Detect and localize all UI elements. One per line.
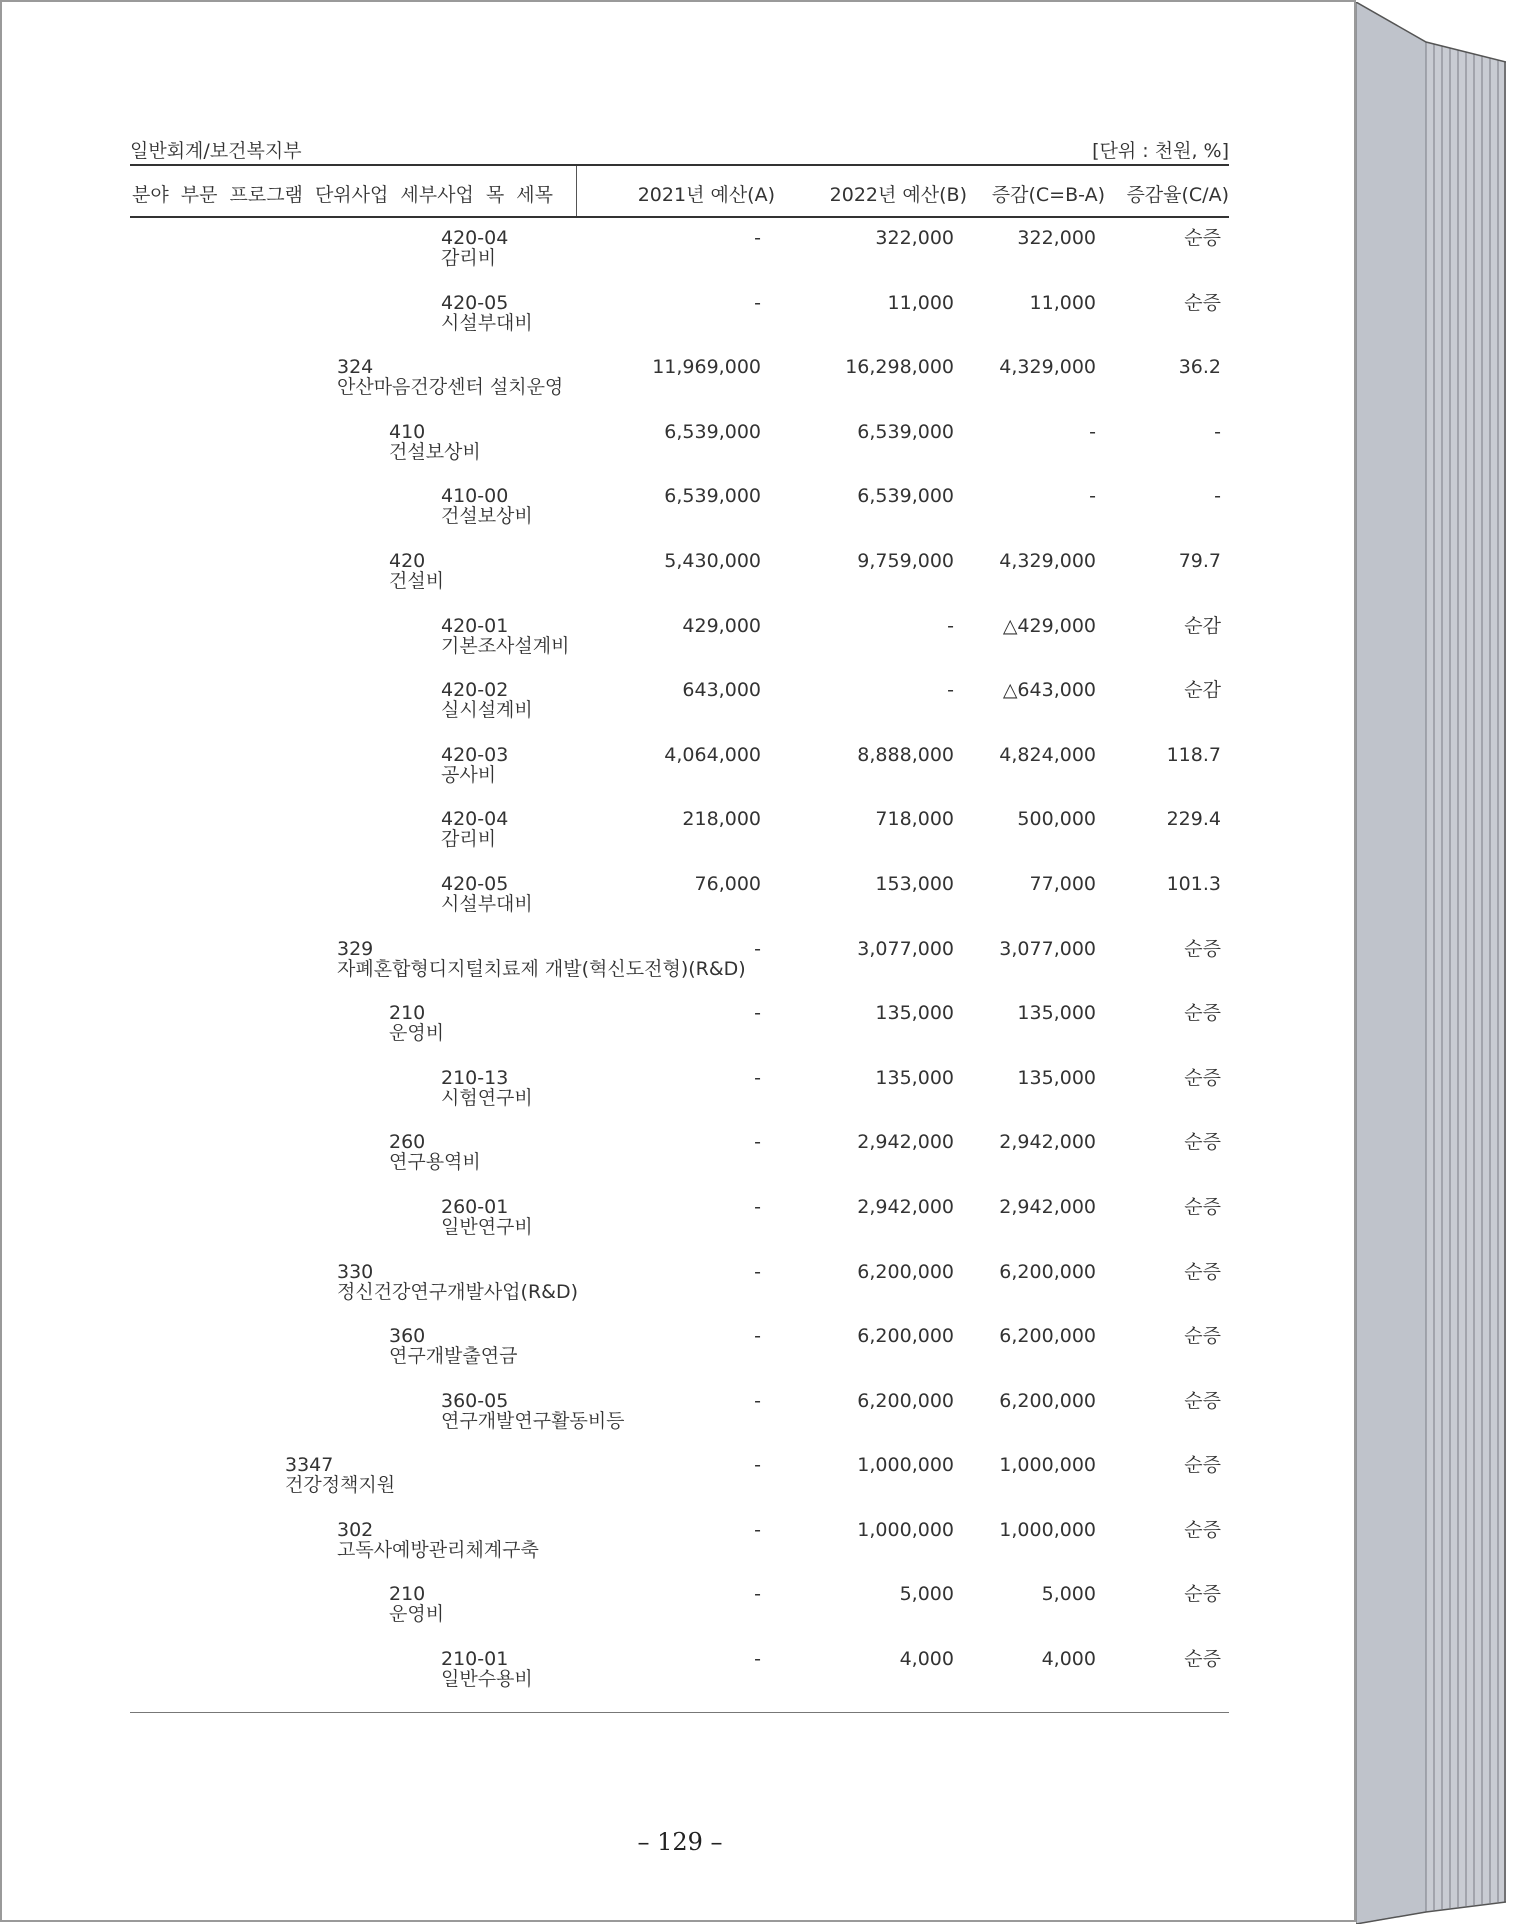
row-code: 260-01 (441, 1195, 509, 1218)
row-2022-budget: 718,000 (875, 808, 954, 831)
row-change: 4,824,000 (999, 743, 1096, 766)
table-row (130, 482, 1229, 547)
col-2021-budget: 2021년 예산(A) (637, 184, 775, 206)
row-2021-budget: - (754, 1389, 761, 1412)
row-change: - (1089, 485, 1096, 508)
row-name: 실시설계비 (441, 699, 533, 722)
row-2021-budget: - (754, 227, 761, 249)
row-2022-budget: - (947, 614, 954, 637)
row-code: 210-13 (441, 1066, 509, 1089)
row-2022-budget: 16,298,000 (845, 356, 954, 379)
row-change: 2,942,000 (999, 1131, 1096, 1154)
row-name: 고독사예방관리체계구축 (337, 1538, 539, 1561)
table-row (130, 1387, 1229, 1452)
row-change: 135,000 (1017, 1066, 1096, 1089)
row-2022-budget: 11,000 (887, 291, 954, 314)
table-row (130, 999, 1229, 1064)
row-change-rate: 118.7 (1166, 743, 1221, 766)
row-2021-budget: - (754, 1195, 761, 1218)
unit-label: [단위 : 천원, %] (1092, 140, 1229, 162)
row-change-rate: 101.3 (1166, 872, 1221, 895)
row-name: 정신건강연구개발사업(R&D) (337, 1280, 579, 1303)
row-2021-budget: - (754, 1583, 761, 1606)
row-2021-budget: 76,000 (694, 872, 761, 895)
table-row (130, 418, 1229, 483)
row-change-rate: 순증 (1184, 1131, 1221, 1154)
row-code: 420-02 (441, 679, 509, 702)
table-header-rule (130, 216, 1229, 218)
row-2021-budget: 429,000 (682, 614, 761, 637)
row-2021-budget: - (754, 937, 761, 960)
row-change: △429,000 (1002, 614, 1096, 637)
row-name: 연구개발연구활동비등 (441, 1409, 625, 1432)
row-code: 420-01 (441, 614, 509, 637)
table-row (130, 353, 1229, 418)
row-change-rate: 순증 (1184, 1260, 1221, 1283)
row-name: 시설부대비 (441, 311, 533, 334)
row-2022-budget: 153,000 (875, 872, 954, 895)
row-2021-budget: - (754, 1454, 761, 1477)
row-2021-budget: 4,064,000 (664, 743, 761, 766)
row-2022-budget: 135,000 (875, 1066, 954, 1089)
table-bottom-rule (130, 1712, 1229, 1713)
row-2022-budget: 2,942,000 (857, 1195, 954, 1218)
row-change-rate: 순증 (1184, 1518, 1221, 1541)
table-row (130, 1451, 1229, 1516)
col-change: 증감(C=B-A) (991, 184, 1105, 206)
row-code: 260 (389, 1131, 426, 1154)
table-row (130, 1064, 1229, 1129)
row-2021-budget: - (754, 291, 761, 314)
row-2022-budget: 8,888,000 (857, 743, 954, 766)
row-2022-budget: 322,000 (875, 227, 954, 249)
row-name: 공사비 (441, 763, 497, 786)
row-code: 210-01 (441, 1648, 509, 1671)
row-change: 6,200,000 (999, 1260, 1096, 1283)
row-change-rate: 36.2 (1178, 356, 1221, 379)
row-change-rate: 순증 (1184, 227, 1221, 249)
row-change: 500,000 (1017, 808, 1096, 831)
row-change: 6,200,000 (999, 1389, 1096, 1412)
row-name: 연구용역비 (389, 1151, 481, 1174)
row-change-rate: 79.7 (1178, 549, 1221, 572)
row-change-rate: 229.4 (1166, 808, 1221, 831)
table-row (130, 1258, 1229, 1323)
row-code: 330 (337, 1260, 374, 1283)
table-row (130, 289, 1229, 354)
row-change-rate: 순증 (1184, 937, 1221, 960)
row-change-rate: 순증 (1184, 1648, 1221, 1671)
row-change: 4,329,000 (999, 549, 1096, 572)
row-name: 운영비 (389, 1603, 445, 1626)
row-name: 안산마음건강센터 설치운영 (337, 376, 564, 399)
row-2022-budget: 4,000 (899, 1648, 954, 1671)
table-row (130, 1645, 1229, 1710)
row-name: 감리비 (441, 247, 497, 269)
row-2021-budget: 11,969,000 (652, 356, 761, 379)
row-name: 건설보상비 (441, 505, 533, 528)
row-code: 420-05 (441, 872, 509, 895)
row-code: 420 (389, 549, 426, 572)
row-change-rate: 순증 (1184, 1389, 1221, 1412)
table-row (130, 1128, 1229, 1193)
row-2021-budget: 6,539,000 (664, 420, 761, 443)
row-2022-budget: 6,200,000 (857, 1389, 954, 1412)
row-code: 420-05 (441, 291, 509, 314)
row-change: 4,329,000 (999, 356, 1096, 379)
row-change-rate: 순증 (1184, 1195, 1221, 1218)
row-name: 기본조사설계비 (441, 634, 570, 657)
row-2022-budget: 6,539,000 (857, 485, 954, 508)
row-change: 6,200,000 (999, 1325, 1096, 1348)
table-row (130, 805, 1229, 870)
row-change: 322,000 (1017, 227, 1096, 249)
row-code: 210 (389, 1002, 426, 1025)
row-change: 3,077,000 (999, 937, 1096, 960)
row-code: 410-00 (441, 485, 509, 508)
row-2021-budget: - (754, 1260, 761, 1283)
row-change: 1,000,000 (999, 1454, 1096, 1477)
page-number: – 129 – (637, 1828, 723, 1856)
row-2021-budget: 6,539,000 (664, 485, 761, 508)
table-row (130, 741, 1229, 806)
row-2021-budget: 643,000 (682, 679, 761, 702)
row-change: 135,000 (1017, 1002, 1096, 1025)
table-body (130, 224, 1229, 1710)
row-change-rate: - (1214, 485, 1221, 508)
row-2022-budget: 2,942,000 (857, 1131, 954, 1154)
row-change-rate: 순증 (1184, 1454, 1221, 1477)
row-name: 일반연구비 (441, 1215, 533, 1238)
table-row (130, 1516, 1229, 1581)
account-title: 일반회계/보건복지부 (130, 140, 302, 162)
row-2022-budget: 1,000,000 (857, 1518, 954, 1541)
row-code: 360 (389, 1325, 426, 1348)
row-2021-budget: - (754, 1131, 761, 1154)
row-2021-budget: - (754, 1325, 761, 1348)
row-name: 자폐혼합형디지털치료제 개발(혁신도전형)(R&D) (337, 957, 746, 980)
row-change-rate: - (1214, 420, 1221, 443)
row-2022-budget: 135,000 (875, 1002, 954, 1025)
row-2021-budget: 218,000 (682, 808, 761, 831)
row-change-rate: 순증 (1184, 1583, 1221, 1606)
row-2021-budget: - (754, 1002, 761, 1025)
row-change: 2,942,000 (999, 1195, 1096, 1218)
row-change: △643,000 (1002, 679, 1096, 702)
table-row (130, 612, 1229, 677)
book-page-edges (1356, 2, 1506, 1924)
header-divider (576, 166, 577, 216)
page-header (130, 136, 1229, 163)
row-change: 4,000 (1041, 1648, 1096, 1671)
hierarchy-header: 분야 부문 프로그램 단위사업 세부사업 목 세목 (132, 184, 553, 206)
row-code: 324 (337, 356, 374, 379)
row-change-rate: 순감 (1184, 614, 1221, 637)
row-name: 운영비 (389, 1022, 445, 1045)
row-code: 3347 (285, 1454, 334, 1477)
row-code: 420-03 (441, 743, 509, 766)
row-change-rate: 순증 (1184, 1325, 1221, 1348)
row-2022-budget: - (947, 679, 954, 702)
row-2021-budget: - (754, 1066, 761, 1089)
row-2022-budget: 5,000 (899, 1583, 954, 1606)
row-name: 건설비 (389, 569, 445, 592)
row-change-rate: 순감 (1184, 679, 1221, 702)
row-name: 건설보상비 (389, 440, 481, 463)
row-2021-budget: - (754, 1518, 761, 1541)
table-row (130, 1193, 1229, 1258)
row-name: 일반수용비 (441, 1668, 533, 1691)
row-code: 420-04 (441, 808, 509, 831)
table-row (130, 1322, 1229, 1387)
row-change-rate: 순증 (1184, 291, 1221, 314)
table-row (130, 547, 1229, 612)
row-2022-budget: 6,200,000 (857, 1325, 954, 1348)
col-2022-budget: 2022년 예산(B) (829, 184, 967, 206)
row-name: 연구개발출연금 (389, 1345, 518, 1368)
col-change-rate: 증감율(C/A) (1126, 184, 1229, 206)
row-change-rate: 순증 (1184, 1066, 1221, 1089)
row-change: 1,000,000 (999, 1518, 1096, 1541)
row-change: 11,000 (1029, 291, 1096, 314)
row-code: 302 (337, 1518, 374, 1541)
row-2022-budget: 6,539,000 (857, 420, 954, 443)
row-name: 시험연구비 (441, 1086, 533, 1109)
row-name: 시설부대비 (441, 892, 533, 915)
table-row (130, 224, 1229, 289)
row-change: 5,000 (1041, 1583, 1096, 1606)
row-code: 210 (389, 1583, 426, 1606)
table-row (130, 935, 1229, 1000)
row-2022-budget: 1,000,000 (857, 1454, 954, 1477)
row-name: 감리비 (441, 828, 497, 851)
row-change: 77,000 (1029, 872, 1096, 895)
page-stack-graphic (1356, 2, 1506, 1924)
row-name: 건강정책지원 (285, 1474, 396, 1497)
row-code: 420-04 (441, 227, 509, 249)
row-change: - (1089, 420, 1096, 443)
table-row (130, 870, 1229, 935)
row-2021-budget: 5,430,000 (664, 549, 761, 572)
table-row (130, 1580, 1229, 1645)
table-header (130, 166, 1229, 216)
table-row (130, 676, 1229, 741)
row-code: 410 (389, 420, 426, 443)
row-2022-budget: 9,759,000 (857, 549, 954, 572)
row-code: 329 (337, 937, 374, 960)
row-2022-budget: 3,077,000 (857, 937, 954, 960)
row-2021-budget: - (754, 1648, 761, 1671)
row-code: 360-05 (441, 1389, 509, 1412)
row-2022-budget: 6,200,000 (857, 1260, 954, 1283)
row-change-rate: 순증 (1184, 1002, 1221, 1025)
